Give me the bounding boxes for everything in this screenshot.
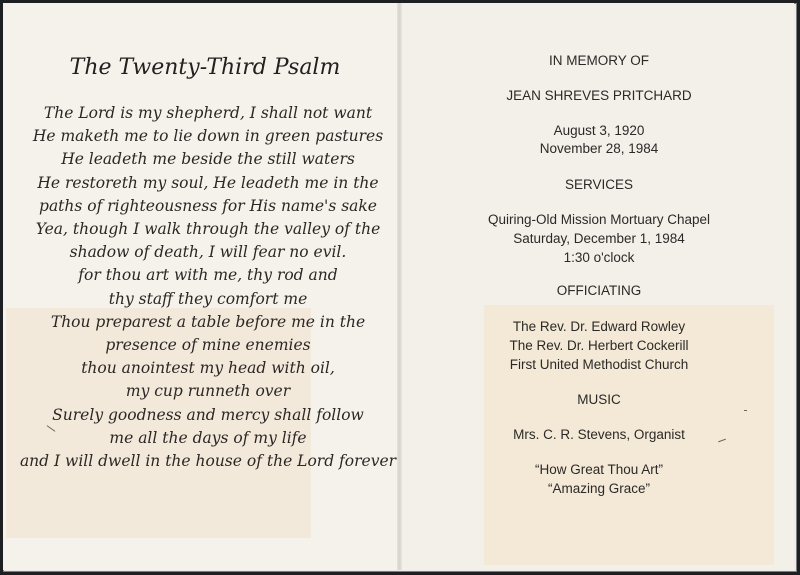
psalm-line: for thou art with me, thy rod and (78, 266, 338, 285)
services-time: 1:30 o'clock (563, 250, 635, 265)
psalm-line: Surely goodness and mercy shall follow (52, 405, 364, 424)
psalm-line: presence of mine enemies (105, 336, 311, 355)
psalm-line: thy staff they comfort me (108, 289, 308, 308)
services-date: Saturday, December 1, 1984 (513, 231, 685, 246)
psalm-line: He restoreth my soul, He leadeth me in the (37, 173, 379, 192)
memorial-details (403, 53, 795, 496)
hymn: “Amazing Grace” (547, 481, 651, 496)
deceased-name: JEAN SHREVES PRITCHARD (506, 88, 692, 103)
memorial-heading: IN MEMORY OF (548, 53, 649, 68)
psalm-line: Thou preparest a table before me in the (50, 312, 366, 331)
hymn: “How Great Thou Art” (534, 462, 664, 477)
psalm-line: my cup runneth over (125, 382, 291, 401)
pencil-mark (744, 410, 747, 411)
psalm-line: me all the days of my life (109, 428, 307, 447)
psalm-line: He leadeth me beside the still waters (61, 150, 355, 169)
birth-date: August 3, 1920 (553, 123, 645, 138)
officiant: The Rev. Dr. Herbert Cockerill (509, 338, 689, 353)
psalm-line: paths of righteousness for His name's sake (39, 196, 377, 215)
psalm-line: shadow of death, I will fear no evil. (69, 243, 347, 262)
officiating-heading: OFFICIATING (556, 283, 642, 298)
psalm-text (18, 102, 398, 473)
psalm-line: He maketh me to lie down in green pastures (32, 127, 384, 146)
death-date: November 28, 1984 (539, 141, 659, 156)
officiant: The Rev. Dr. Edward Rowley (512, 319, 686, 334)
officiant: First United Methodist Church (509, 357, 689, 372)
psalm-line: thou anointest my head with oil, (81, 359, 335, 378)
organist: Mrs. C. R. Stevens, Organist (513, 427, 685, 442)
services-place: Quiring-Old Mission Mortuary Chapel (487, 212, 711, 227)
services-heading: SERVICES (564, 177, 634, 192)
psalm-line: Yea, though I walk through the valley of the (35, 220, 381, 239)
music-heading: MUSIC (577, 392, 621, 407)
psalm-title: The Twenty-Third Psalm (69, 55, 341, 80)
psalm-line: and I will dwell in the house of the Lord forever (19, 452, 397, 471)
psalm-line: The Lord is my shepherd, I shall not want (43, 104, 373, 122)
